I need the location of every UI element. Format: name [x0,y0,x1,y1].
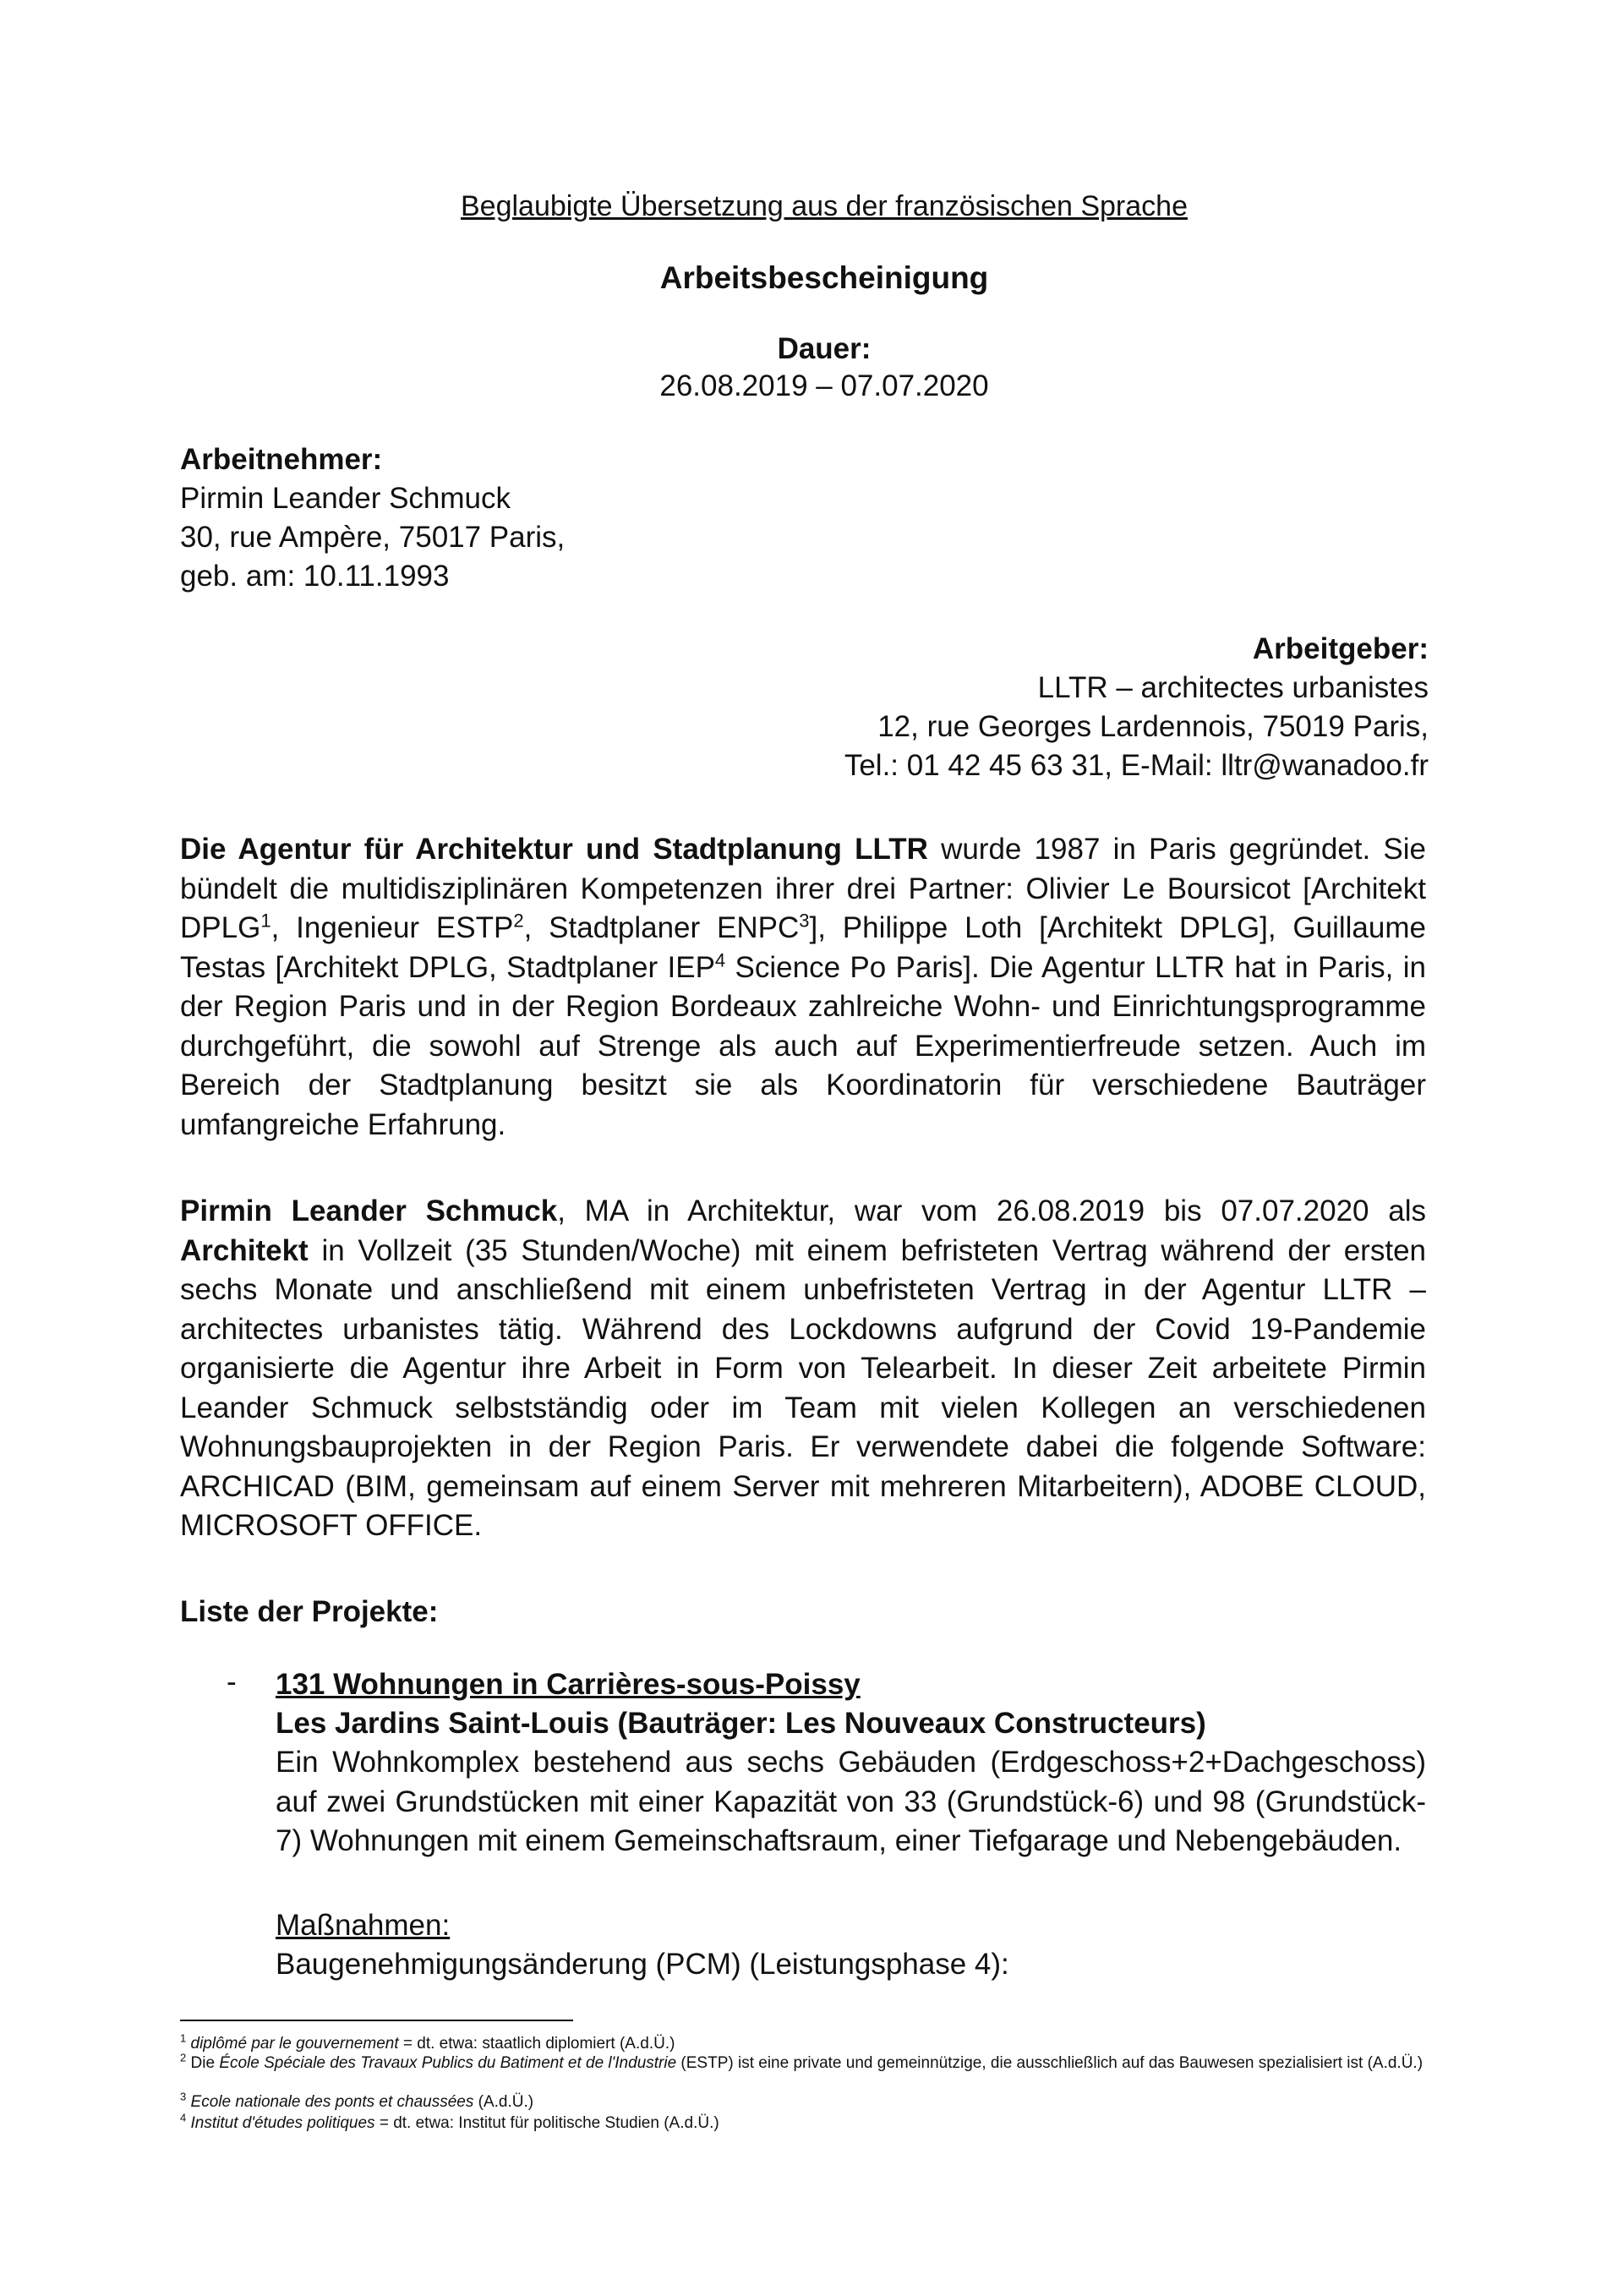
employee-address: 30, rue Ampère, 75017 Paris, [180,521,566,554]
duration-value: 26.08.2019 – 07.07.2020 [659,369,989,402]
duration-label: Dauer: [777,332,872,365]
employment-paragraph: Pirmin Leander Schmuck, MA in Architektur, war vom 26.08.2019 bis 07.07.2020 als Architekt in Vollzeit (35 Stunden/Woche) mit einem befristeten Vertrag während der ersten sechs Monate und anschließend mit einem unbefristeten Vertrag in der Agentur LLTR – architectes urbanistes tätig. Während des Lockdowns aufgrund der Covid 19-Pandemie organisierte die Agentur ihre Arbeit in Form von Telearbeit. In dieser Zeit arbeitete Pirmin Leander Schmuck selbstständig oder im Team mit vielen Kollegen an verschiedenen Wohnungsbauprojekten in der Region Paris. Er verwendete dabei die folgende Software: ARCHICAD (BIM, gemeinsam auf einem Server mit mehreren Mitarbeitern), ADOBE CLOUD, MICROSOFT OFFICE. [180,1194,1427,1542]
certification-line: Beglaubigte Übersetzung aus der französischen Sprache [461,190,1188,222]
employee-name: Pirmin Leander Schmuck [180,482,511,515]
project-subtitle: Les Jardins Saint-Louis (Bauträger: Les Nouveaux Constructeurs) [276,1707,1206,1740]
employer-contact: Tel.: 01 42 45 63 31, E-Mail: lltr@wanadoo.fr [844,749,1429,782]
list-bullet: - [227,1665,237,1698]
footnote-4: $^4$ Institut d'études politiques = dt. etwa: Institut für politische Studien (A.d.Ü.) [180,2111,719,2132]
role-bold: Architekt [180,1233,309,1267]
employer-address: 12, rue Georges Lardennois, 75019 Paris, [877,710,1429,743]
employee-block [180,440,565,596]
footnote-2: $^2$ Die École Spéciale des Travaux Publics du Batiment et de l'Industrie (ESTP) ist eine private und gemeinnützige, die ausschließlich auf das Bauwesen spezialisiert ist (A.d.Ü.) [180,2051,1424,2072]
project-title: 131 Wohnungen in Carrières-sous-Poissy [276,1668,861,1701]
employee-name-bold: Pirmin Leander Schmuck [180,1194,558,1227]
measures-value: Baugenehmigungsänderung (PCM) (Leistungsphase 4): [276,1948,1009,1981]
employee-label: Arbeitnehmer: [180,443,383,476]
footnote-ref-2: 2 [513,910,524,932]
employee-birth: geb. am: 10.11.1993 [180,560,450,593]
project-description: Ein Wohnkomplex bestehend aus sechs Gebäuden (Erdgeschoss+2+Dachgeschoss) auf zwei Grundstücken mit einer Kapazität von 33 (Grundstück-6) und 98 (Grundstück-7) Wohnungen mit einem Gemeinschaftsraum, einer Tiefgarage und Nebengebäuden. [276,1746,1426,1857]
footnote-divider [180,2020,573,2021]
document-title: Arbeitsbescheinigung [659,260,989,295]
footnote-ref-3: 3 [799,910,810,932]
agency-name: Die Agentur für Architektur und Stadtplanung LLTR [180,833,928,866]
employer-block [844,630,1429,785]
employer-label: Arbeitgeber: [1252,632,1429,665]
footnote-3: $^3$ Ecole nationale des ponts et chaussées (A.d.Ü.) [180,2090,534,2111]
footnote-ref-1: 1 [260,910,271,932]
agency-paragraph: Die Agentur für Architektur und Stadtplanung LLTR wurde 1987 in Paris gegründet. Sie bündelt die multidisziplinären Kompetenzen ihrer drei Partner: Olivier Le Boursicot [Architekt DPLG$^1$, Ingenieur ESTP$^2$, Stadtplaner ENPC$^3$], Philippe Loth [Architekt DPLG], Guillaume Testas [Architekt DPLG, Stadtplaner IEP$^4$ Science Po Paris]. Die Agentur LLTR hat in Paris, in der Region Paris und in der Region Bordeaux zahlreiche Wohn- und Einrichtungsprogramme durchgeführt, die sowohl auf Strenge als auch auf Experimentierfreude setzen. Auch im Bereich der Stadtplanung besitzt sie als Koordinatorin für verschiedene Bauträger umfangreiche Erfahrung. [180,833,1426,1141]
projects-heading: Liste der Projekte: [180,1595,439,1628]
footnote-1: $^1$ diplômé par le gouvernement = dt. etwa: staatlich diplomiert (A.d.Ü.) [180,2031,675,2053]
employer-name: LLTR – architectes urbanistes [1037,671,1429,704]
measures-label: Maßnahmen: [276,1909,451,1942]
footnote-ref-4: 4 [714,948,726,970]
